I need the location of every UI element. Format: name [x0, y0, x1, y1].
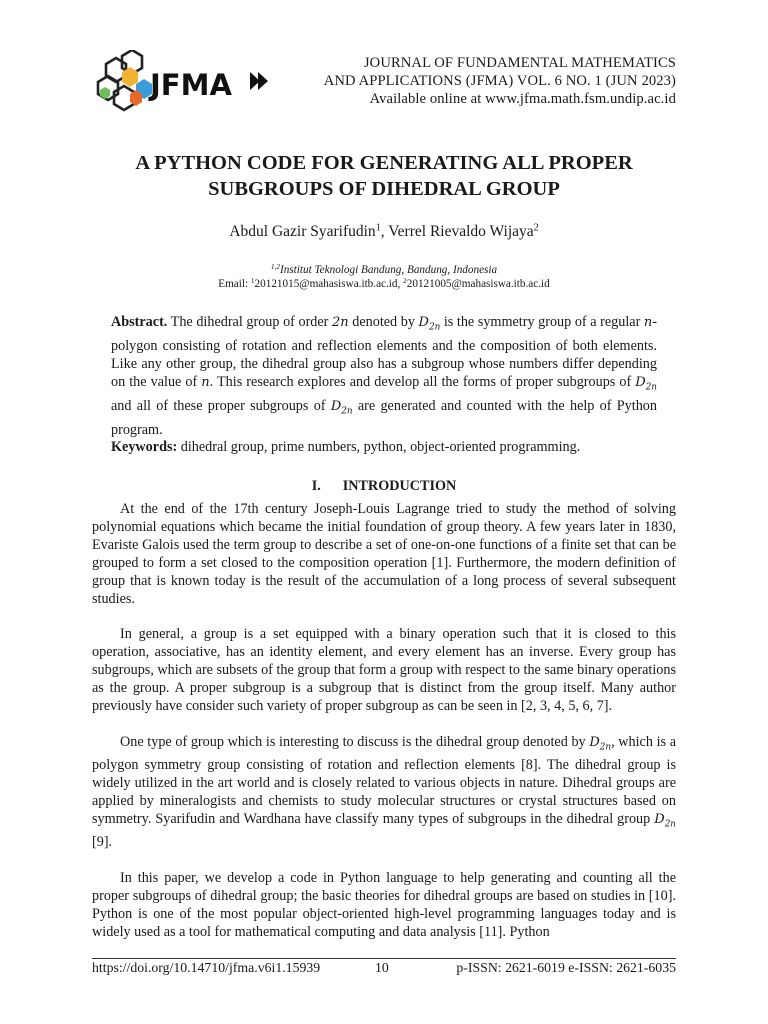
paragraph-3-text: [9]. — [92, 834, 113, 851]
paper-title — [60, 150, 708, 202]
section-number: I. — [311, 478, 321, 494]
abstract-text: -polygon consisting of rotation and reflection elements and the composition of both elements. Like any other group, the dihedral group also has a subgroup whose numbers differ depending on the value of — [111, 314, 657, 391]
doi-link[interactable]: https://doi.org/10.14710/jfma.v6i1.15939 — [92, 960, 321, 975]
math-dihedral — [635, 375, 657, 393]
svg-text:JFMA: JFMA — [150, 68, 232, 102]
affiliation-text: Institut Teknologi Bandung, Bandung, Indonesia — [279, 264, 498, 276]
affiliation — [0, 263, 768, 278]
author-2: Verrel Rievaldo Wijaya — [388, 223, 534, 240]
affiliation-sup: 1,2 — [270, 263, 280, 271]
paper-title-line1: A PYTHON CODE FOR GENERATING ALL PROPER — [135, 152, 633, 174]
author-separator: , — [380, 223, 389, 240]
math-d: D — [589, 734, 600, 750]
abstract-text: denoted by — [348, 314, 419, 330]
email-line — [0, 277, 768, 292]
journal-volume-line: AND APPLICATIONS (JFMA) VOL. 6 NO. 1 (JUN 2023) — [323, 73, 676, 89]
math-dihedral — [330, 399, 353, 417]
math-d: D — [330, 399, 342, 414]
math-d: D — [418, 315, 429, 330]
math-d: D — [635, 375, 646, 391]
abstract-text: The dihedral group of order — [167, 314, 332, 330]
email-2-sup: 2 — [403, 277, 407, 285]
email-label: Email: — [218, 278, 251, 290]
math-sub: 2n — [645, 382, 657, 393]
issn-info: p-ISSN: 2621-6019 e-ISSN: 2621-6035 — [456, 960, 676, 975]
math-n: n — [201, 375, 210, 391]
author-1: Abdul Gazir Syarifudin — [229, 223, 376, 240]
author-1-sup: 1 — [375, 222, 381, 234]
paper-title-line2: SUBGROUPS OF DIHEDRAL GROUP — [208, 178, 560, 200]
paragraph-2: In general, a group is a set equipped with a binary operation such that it is closed to this operation, associative, has an identity element, and every element has an inverse. Every group has subgroups, which are subsets of the group that form a group with respect to the same binary operations as the group. A proper subgroup is a subgroup that is distinct from the group itself. Many author previously have consider such variety of proper subgroup as can be seen in [2, 3, 4, 5, 6, 7]. — [92, 626, 676, 714]
keywords-label: Keywords: — [111, 439, 178, 455]
math-sub: 2n — [599, 742, 612, 753]
body-text — [92, 501, 676, 960]
abstract-text: is the symmetry group of a regular — [440, 314, 644, 330]
paragraph-4: In this paper, we develop a code in Python language to help generating and counting all the proper subgroups of dihedral group; the basic theories for dihedral groups are based on studies in [10]. Python is one of the most popular object-oriented high-level programming languages today and is widely used as a tool for mathematical computing and data analysis [11]. Python — [92, 870, 676, 940]
page-number: 10 — [375, 960, 389, 975]
journal-logo — [92, 50, 272, 112]
abstract-text: are generated and counted with the help of Python program. — [111, 398, 657, 438]
keywords-text: dihedral group, prime numbers, python, object-oriented programming. — [177, 439, 581, 455]
abstract — [111, 313, 657, 439]
author-list — [0, 222, 768, 242]
email-1-sup: 1 — [250, 277, 255, 285]
keywords — [111, 438, 657, 456]
paragraph-3-text: , which is a polygon symmetry group consisting of rotation and reflection elements [8]. The dihedral group is widely utilized in the art world and is closely related to various objects in nature. Dihedral groups are applied by mineralogists and chemists to study molecular structures or crystal structures based on symmetry. Syarifudin and Wardhana have classify many types of subgroups in the dihedral group — [92, 733, 676, 827]
abstract-label: Abstract. — [111, 314, 168, 330]
math-dihedral — [589, 734, 612, 753]
author-2-sup: 2 — [533, 222, 539, 234]
math-dihedral — [654, 811, 676, 830]
abstract-text: and all of these proper subgroups of — [111, 398, 331, 414]
email-1[interactable]: 20121015@mahasiswa.itb.ac.id, — [254, 278, 404, 290]
paragraph-3-text: One type of group which is interesting to discuss is the dihedral group denoted by — [120, 733, 590, 750]
page-footer — [92, 958, 676, 977]
email-2[interactable]: 20121005@mahasiswa.itb.ac.id — [406, 278, 550, 290]
journal-info — [324, 54, 676, 108]
section-heading — [0, 477, 768, 495]
journal-url-line: Available online at www.jfma.math.fsm.undip.ac.id — [369, 91, 676, 107]
abstract-text: . This research explores and develop all the forms of proper subgroups of — [209, 374, 636, 391]
paragraph-3 — [92, 734, 676, 853]
math-dihedral — [418, 315, 441, 333]
journal-name-line: JOURNAL OF FUNDAMENTAL MATHEMATICS — [363, 55, 676, 71]
paragraph-1: At the end of the 17th century Joseph-Louis Lagrange tried to study the method of solving polynomial equations which became the initial foundation of group theory. A few years later in 1830, Evariste Galois used the term group to describe a set of one-on-one functions of a finite set that can be grouped to form a set closed to the composition operation [1]. Furthermore, the modern definition of group that is known today is the result of the accumulation of a long process of several subsequent studies. — [92, 501, 676, 607]
section-title: INTRODUCTION — [342, 478, 457, 494]
math-n: n — [643, 315, 653, 330]
journal-header — [92, 50, 676, 112]
math-order: 2n — [332, 315, 349, 330]
math-sub: 2n — [428, 322, 441, 333]
math-sub: 2n — [341, 406, 353, 417]
math-d: D — [654, 811, 665, 827]
math-sub: 2n — [664, 819, 676, 830]
